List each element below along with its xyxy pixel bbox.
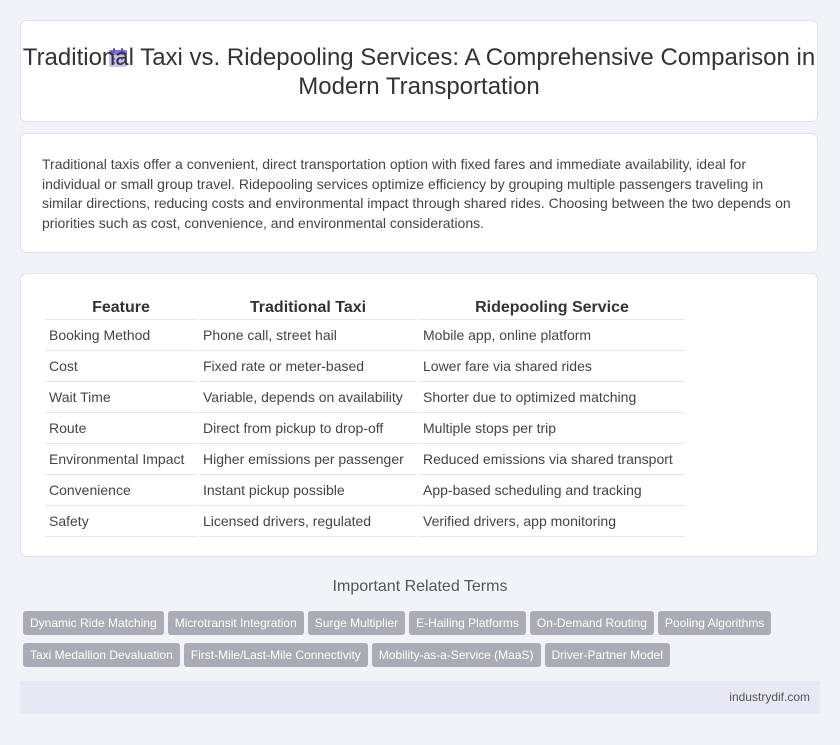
taxi-cell: Direct from pickup to drop-off: [199, 413, 417, 444]
feature-cell: Wait Time: [45, 382, 197, 413]
intro-card: [20, 133, 818, 253]
table-row: [45, 320, 685, 351]
table-row: [45, 506, 685, 537]
related-term-tag[interactable]: Pooling Algorithms: [658, 611, 771, 635]
related-terms-list: [23, 611, 803, 675]
header-traditional-taxi: Traditional Taxi: [199, 297, 417, 320]
ridepooling-cell: Verified drivers, app monitoring: [419, 506, 685, 537]
related-term-tag[interactable]: Mobility-as-a-Service (MaaS): [372, 643, 541, 667]
intro-paragraph: Traditional taxis offer a convenient, direct transportation option with fixed fares and immediate availability, ideal for individual or small group travel. Ridepooling services optimize efficiency by grouping multiple passengers traveling in similar directions, reducing costs and environmental impact through shared rides. Choosing between the two depends on priorities such as cost, convenience, and environmental considerations.: [42, 156, 791, 231]
related-term-tag[interactable]: Microtransit Integration: [168, 611, 304, 635]
taxi-cell: Instant pickup possible: [199, 475, 417, 506]
table-row: [45, 444, 685, 475]
taxi-cell: Higher emissions per passenger: [199, 444, 417, 475]
related-term-tag[interactable]: Taxi Medallion Devaluation: [23, 643, 180, 667]
ridepooling-cell: Reduced emissions via shared transport: [419, 444, 685, 475]
ridepooling-cell: Mobile app, online platform: [419, 320, 685, 351]
related-term-tag[interactable]: Dynamic Ride Matching: [23, 611, 164, 635]
taxi-cell: Licensed drivers, regulated: [199, 506, 417, 537]
feature-cell: Environmental Impact: [45, 444, 197, 475]
table-row: [45, 475, 685, 506]
footer-source[interactable]: industrydif.com: [729, 690, 810, 704]
feature-cell: Route: [45, 413, 197, 444]
related-term-tag[interactable]: Driver-Partner Model: [545, 643, 670, 667]
footer-bar: [20, 681, 820, 714]
ridepooling-cell: Lower fare via shared rides: [419, 351, 685, 382]
table-row: [45, 382, 685, 413]
ridepooling-cell: Multiple stops per trip: [419, 413, 685, 444]
related-term-tag[interactable]: On-Demand Routing: [530, 611, 654, 635]
ridepooling-cell: Shorter due to optimized matching: [419, 382, 685, 413]
comparison-card: [20, 273, 818, 557]
taxi-cell: Fixed rate or meter-based: [199, 351, 417, 382]
header-feature: Feature: [45, 297, 197, 320]
taxi-cell: Variable, depends on availability: [199, 382, 417, 413]
table-header-row: [45, 297, 685, 320]
taxi-cell: Phone call, street hail: [199, 320, 417, 351]
title-card: [20, 20, 818, 122]
header-ridepooling: Ridepooling Service: [419, 297, 685, 320]
feature-cell: Cost: [45, 351, 197, 382]
related-term-tag[interactable]: E-Hailing Platforms: [409, 611, 526, 635]
ridepooling-cell: App-based scheduling and tracking: [419, 475, 685, 506]
feature-cell: Convenience: [45, 475, 197, 506]
table-row: [45, 413, 685, 444]
table-row: [45, 351, 685, 382]
feature-cell: Booking Method: [45, 320, 197, 351]
related-term-tag[interactable]: First-Mile/Last-Mile Connectivity: [184, 643, 368, 667]
comparison-table: [43, 297, 687, 537]
related-term-tag[interactable]: Surge Multiplier: [308, 611, 405, 635]
feature-cell: Safety: [45, 506, 197, 537]
page-title: Traditional Taxi vs. Ridepooling Services: A Comprehensive Comparison in Modern Transportation: [22, 44, 816, 100]
related-terms-heading: Important Related Terms: [332, 578, 508, 595]
title-wrap: [21, 43, 817, 101]
